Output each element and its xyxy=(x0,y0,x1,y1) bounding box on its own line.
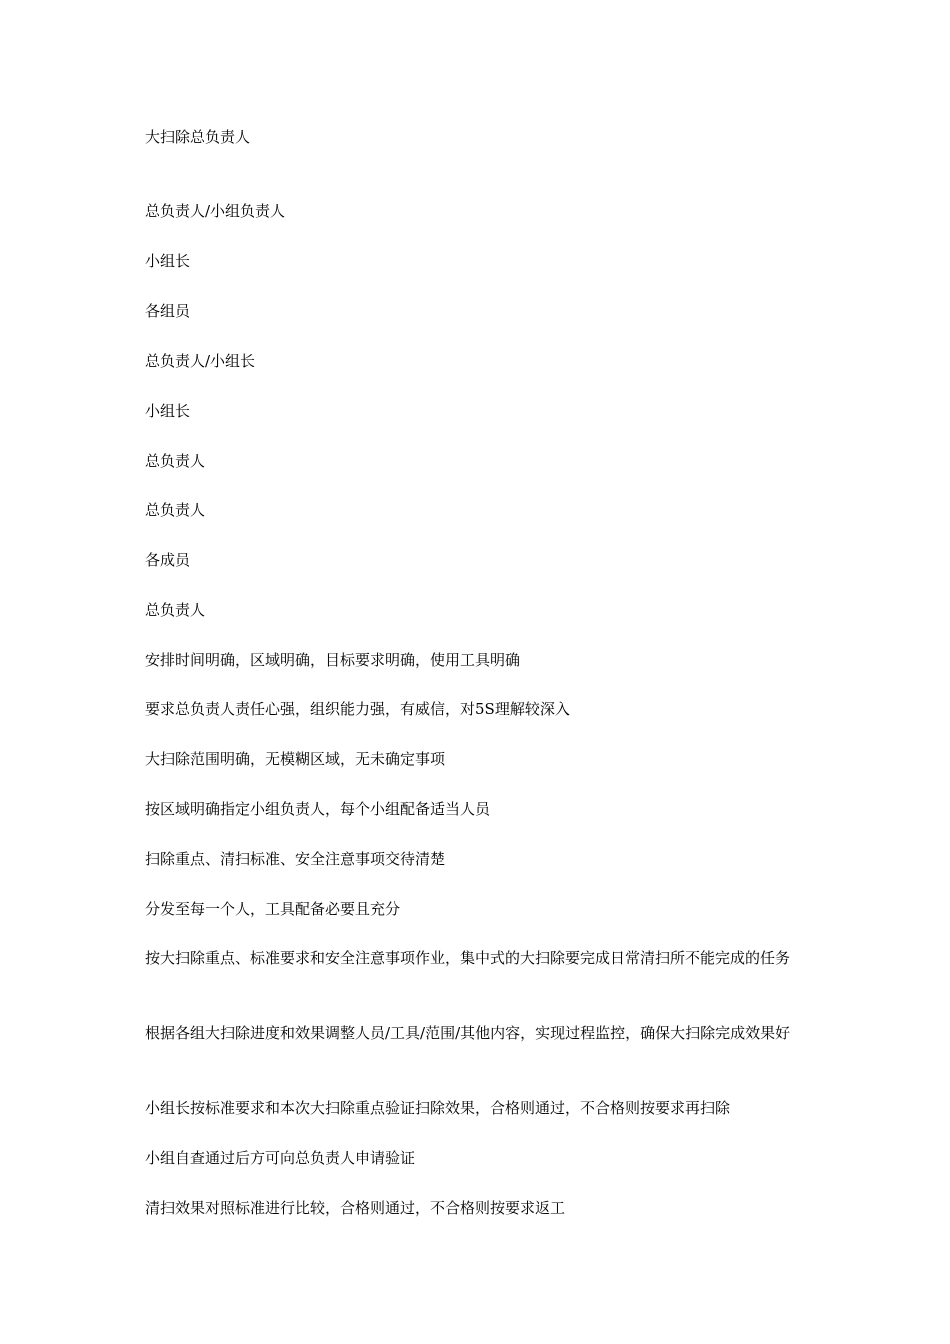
text-line: 按大扫除重点、标准要求和安全注意事项作业，集中式的大扫除要完成日常清扫所不能完成的任务 xyxy=(145,949,791,967)
text-line: 分发至每一个人，工具配备必要且充分 xyxy=(145,900,401,918)
text-line: 小组长按标准要求和本次大扫除重点验证扫除效果，合格则通过，不合格则按要求再扫除 xyxy=(145,1099,731,1117)
document-title: 大扫除总负责人 xyxy=(145,128,251,146)
text-line: 小组长 xyxy=(145,402,191,420)
text-line: 各成员 xyxy=(145,551,191,569)
text-line: 总负责人/小组长 xyxy=(145,352,256,370)
text-line: 小组长 xyxy=(145,252,191,270)
text-line: 大扫除范围明确，无模糊区域，无未确定事项 xyxy=(145,750,446,768)
text-line: 总负责人 xyxy=(145,452,206,470)
text-line: 各组员 xyxy=(145,302,191,320)
text-line: 安排时间明确，区域明确，目标要求明确，使用工具明确 xyxy=(145,651,521,669)
text-line: 根据各组大扫除进度和效果调整人员/工具/范围/其他内容，实现过程监控，确保大扫除完成效果好 xyxy=(145,1024,791,1042)
text-line: 总负责人 xyxy=(145,601,206,619)
text-line: 清扫效果对照标准进行比较，合格则通过，不合格则按要求返工 xyxy=(145,1199,566,1217)
text-line: 总负责人 xyxy=(145,501,206,519)
text-line: 要求总负责人责任心强，组织能力强，有威信，对5S理解较深入 xyxy=(145,700,570,718)
text-line: 小组自查通过后方可向总负责人申请验证 xyxy=(145,1149,416,1167)
text-line: 按区域明确指定小组负责人，每个小组配备适当人员 xyxy=(145,800,491,818)
text-line: 总负责人/小组负责人 xyxy=(145,202,286,220)
text-line: 扫除重点、清扫标准、安全注意事项交待清楚 xyxy=(145,850,446,868)
